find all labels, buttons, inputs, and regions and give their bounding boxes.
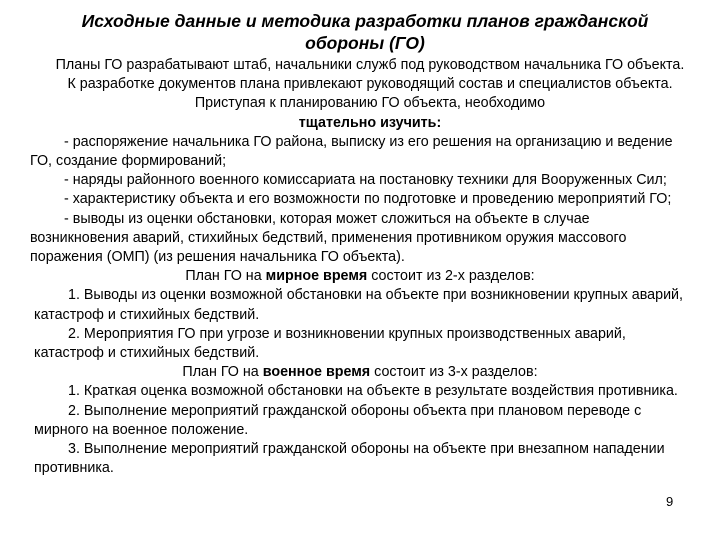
peace-plan-heading — [30, 267, 690, 286]
page-number: 9 — [666, 494, 674, 509]
study-item: - распоряжение начальника ГО района, выписку из его решения на организацию и ведение ГО, создание формирований; — [30, 133, 673, 170]
study-item: - характеристику объекта и его возможности по подготовке и проведению мероприятий ГО; — [64, 191, 672, 208]
war-plan-item: 3. Выполнение мероприятий гражданской обороны на объекте при внезапном нападении противника. — [34, 441, 665, 477]
intro-paragraph — [30, 56, 690, 133]
peace-plan-item: 2. Мероприятия ГО при угрозе и возникновении крупных производственных аварий, катастроф и стихийных бедствий. — [34, 325, 626, 362]
study-item: - наряды районного военного комиссариата на постановку техники для Вооруженных Сил; — [64, 172, 667, 189]
intro-text: Планы ГО разрабатывают штаб, начальники служб под руководством начальника ГО объекта. К разработке документов плана привлекают руководящий состав и специалистов объекта. Приступая к планированию ГО объекта, необходимо — [55, 57, 685, 112]
study-item: - выводы из оценки обстановки, которая может сложиться на объекте в случае возникновения аварий, стихийных бедствий, применения противником оружия массового поражения (ОМП) (из решения начальника ГО объекта). — [30, 210, 627, 266]
slide-body — [30, 56, 690, 478]
peace-plan-suffix: состоит из 2-х разделов: — [371, 268, 535, 285]
peace-plan-emphasis: мирное время — [265, 268, 368, 285]
war-plan-suffix: состоит из 3-х разделов: — [374, 364, 538, 381]
intro-emphasis-suffix: : — [436, 114, 442, 131]
war-plan-heading — [30, 363, 690, 382]
intro-emphasis-line — [54, 114, 686, 133]
intro-emphasis: тщательно изучить — [298, 114, 437, 131]
slide-title: Исходные данные и методика разработки планов гражданской обороны (ГО) — [81, 11, 649, 53]
war-plan-prefix: План ГО на — [182, 364, 259, 381]
war-plan-item: 2. Выполнение мероприятий гражданской обороны объекта при плановом переводе с мирного на военное положение. — [34, 402, 642, 438]
peace-plan-prefix: План ГО на — [185, 268, 262, 285]
war-plan-emphasis: военное время — [262, 364, 371, 381]
war-plan-item: 1. Краткая оценка возможной обстановки на объекте в результате воздействия противника. — [68, 383, 678, 400]
peace-plan-item: 1. Выводы из оценки возможной обстановки на объекте при возникновении крупных аварий, катастроф и стихийных бедствий. — [34, 287, 684, 323]
